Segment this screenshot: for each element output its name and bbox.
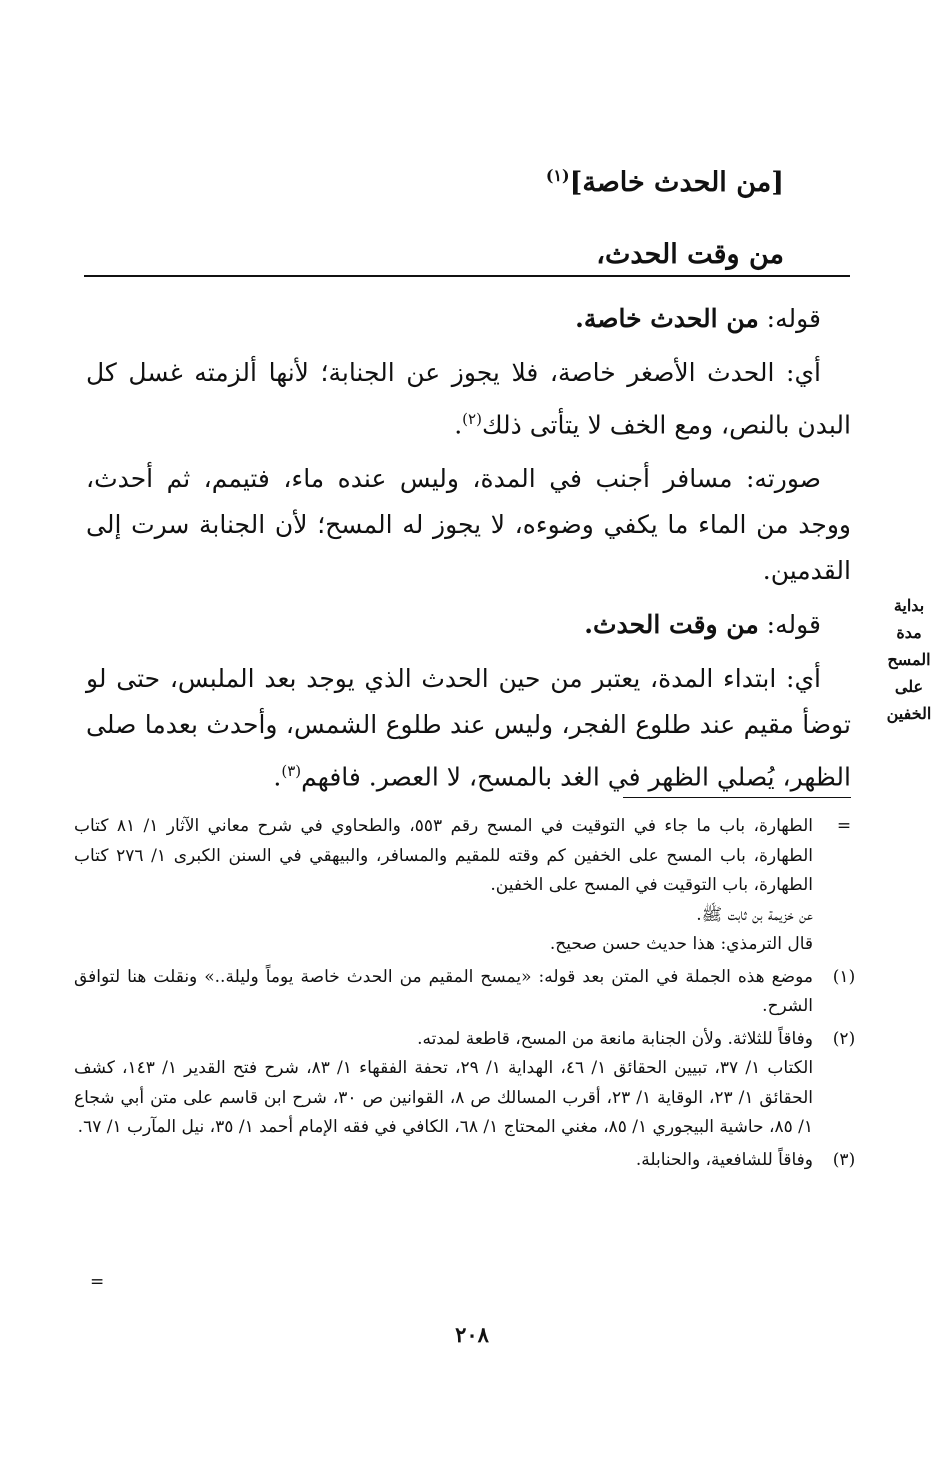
- footnote-2: [74, 1025, 864, 1143]
- footnote-3-mark: (٣): [832, 1149, 856, 1170]
- sharh-paragraph-2: [86, 350, 851, 448]
- footnote-2-references: الكتاب ١/ ٣٧، تبيين الحقائق ١/ ٤٦، الهداية ١/ ٢٩، تحفة الفقهاء ١/ ٨٣، شرح فتح القدير ١/ ١٤٣، كشف الحقائق ١/ ٢٣، الوقاية ١/ ٢٣، أقرب المسالك ص ٨، القوانين ص ٣٠، شرح ابن قاسم على متن أبي شجاع ١/ ٨٥، حاشية البيجوري ١/ ٨٥، مغني المحتاج ١/ ٦٨، الكافي في فقه الإمام أحمد ١/ ٣٥، نيل المآرب ١/ ٦٧.: [74, 1058, 814, 1137]
- matn-footnote-ref-1: (١): [545, 166, 570, 185]
- margin-note-line: الخفين: [886, 704, 932, 723]
- sharh-paragraph-2-text: أي: الحدث الأصغر خاصة، فلا يجوز عن الجنابة؛ لأنها ألزمته غسل كل البدن بالنص، ومع الخف لا يتأتى ذلك: [86, 358, 851, 440]
- footnote-ref-3: (٣): [281, 762, 302, 781]
- margin-note-line: المسح: [887, 650, 931, 669]
- sharh-paragraph-1: [86, 296, 851, 342]
- qawluhu-heading: من وقت الحدث.: [584, 610, 759, 640]
- margin-note-line: على: [894, 677, 924, 696]
- footnote-3: [74, 1146, 864, 1176]
- footnote-2-text: وفاقاً للثلاثة. ولأن الجنابة مانعة من المسح، قاطعة لمدته.: [417, 1028, 813, 1049]
- sharh-paragraph-2-end: .: [454, 410, 463, 440]
- footnote-continuation-text: الطهارة، باب ما جاء في التوقيت في المسح رقم ٥٥٣، والطحاوي في شرح معاني الآثار ١/ ٨١ كتاب الطهارة، باب المسح على الخفين كم وقته للمقيم والمسافر، والبيهقي في السنن الكبرى ١/ ٢٧٦ كتاب الطهارة، باب التوقيت في المسح على الخفين.: [74, 816, 813, 895]
- footnote-1: [74, 963, 864, 1022]
- sharh-paragraph-4: [86, 602, 851, 648]
- sharh-paragraph-5-text: أي: ابتداء المدة، يعتبر من حين الحدث الذي يوجد بعد الملبس، حتى لو توضأ مقيم عند طلوع الفجر، وليس عند طلوع الشمس، وأحدث بعدما صلى الظهر، يُصلي الظهر في الغد بالمسح، لا العصر. فافهم: [86, 664, 851, 792]
- footnote-continuation-mark: =: [836, 816, 852, 836]
- sharh-paragraph-5-end: .: [273, 762, 282, 792]
- footnote-1-mark: (١): [832, 966, 856, 987]
- sharh-paragraph-5: [86, 656, 851, 800]
- matn-text: [184, 140, 784, 291]
- footnote-continuation-text: عن خزيمة بن ثابت ﷺ.: [696, 904, 813, 925]
- matn-line-1: [184, 140, 784, 219]
- margin-note-line: مدة: [896, 623, 922, 642]
- footnote-continuation-text: قال الترمذي: هذا حديث حسن صحيح.: [549, 934, 813, 954]
- matn-line-1-text: [من الحدث خاصة]: [569, 167, 784, 198]
- sharh-paragraph-3: صورته: مسافر أجنب في المدة، وليس عنده ماء، فتيمم، ثم أحدث، ووجد من الماء ما يكفي وضوءه، لا يجوز له المسح؛ لأن الجنابة سرت إلى القدمين.: [86, 464, 851, 586]
- matn-line-2: من وقت الحدث،: [596, 239, 784, 270]
- margin-note-line: بداية: [893, 596, 925, 615]
- page-number: ٢٠٨: [455, 1322, 489, 1347]
- matn-separator-rule: [84, 275, 850, 277]
- footnote-1-text: موضع هذه الجملة في المتن بعد قوله: «يمسح المقيم من الحدث خاصة يوماً وليلة..» ونقلت هنا لتوافق الشرح.: [74, 966, 813, 1016]
- qawluhu-label: قوله:: [758, 304, 821, 333]
- qawluhu-label: قوله:: [758, 610, 821, 640]
- margin-note: [880, 592, 938, 727]
- footnote-3-text: وفاقاً للشافعية، والحنابلة.: [635, 1149, 813, 1170]
- footnote-continues-mark: =: [90, 1272, 105, 1292]
- footnote-separator-rule: [623, 797, 851, 798]
- footnote-continuation: [74, 812, 864, 960]
- footnote-2-mark: (٢): [832, 1028, 856, 1049]
- footnotes: [74, 812, 864, 1178]
- footnote-ref-2: (٢): [462, 410, 482, 428]
- qawluhu-heading: من الحدث خاصة.: [575, 304, 759, 333]
- sharh-text: [86, 296, 851, 809]
